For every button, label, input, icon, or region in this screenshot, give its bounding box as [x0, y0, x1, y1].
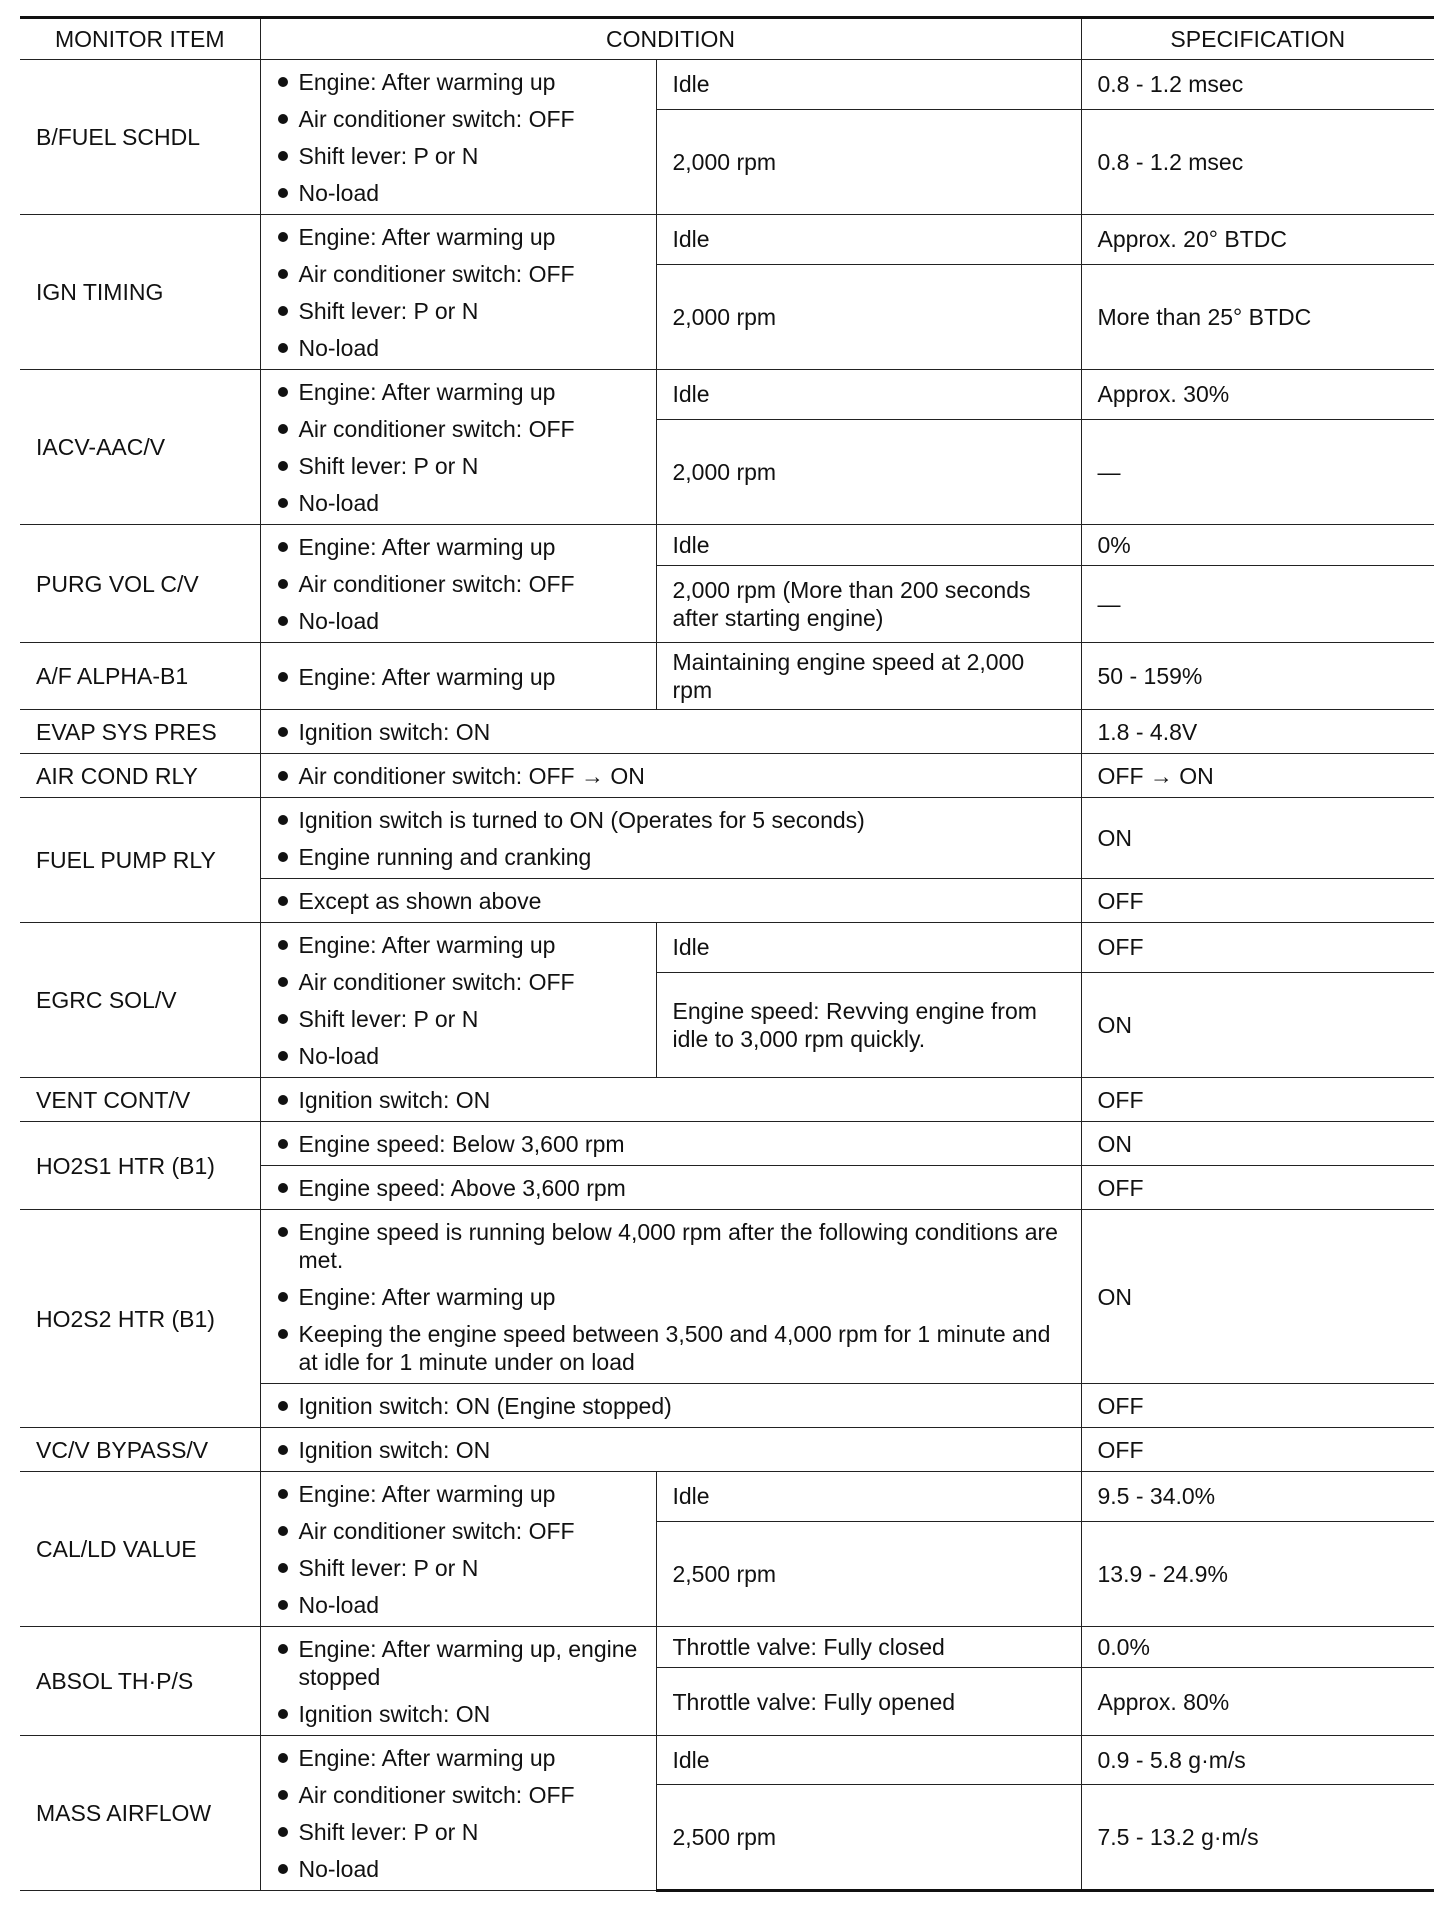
specification: 0.9 - 5.8 g·m/s: [1081, 1736, 1434, 1785]
condition-list: [277, 806, 1065, 871]
condition-bullet: Engine: After warming up: [277, 663, 640, 691]
sub-condition: Engine speed: Revving engine from idle to 3,000 rpm quickly.: [656, 972, 1081, 1077]
condition-cell: [260, 798, 1081, 879]
condition-list: [277, 533, 640, 635]
condition-cell: [260, 1472, 656, 1627]
condition-list: [277, 718, 1065, 746]
specification: OFF → ON: [1081, 754, 1434, 798]
condition-bullet: Air conditioner switch: OFF: [277, 1517, 640, 1545]
condition-bullet: Shift lever: P or N: [277, 297, 640, 325]
condition-cell: [260, 60, 656, 215]
monitor-item: HO2S2 HTR (B1): [20, 1210, 260, 1428]
monitor-item: IACV-AAC/V: [20, 370, 260, 525]
condition-cell: [260, 710, 1081, 754]
condition-bullet: Air conditioner switch: OFF: [277, 105, 640, 133]
condition-bullet: Ignition switch: ON: [277, 718, 1065, 746]
monitor-item: VENT CONT/V: [20, 1078, 260, 1122]
condition-bullet: Engine: After warming up, engine stopped: [277, 1635, 640, 1691]
specification: 9.5 - 34.0%: [1081, 1472, 1434, 1522]
sub-condition: Idle: [656, 215, 1081, 265]
monitor-item: EVAP SYS PRES: [20, 710, 260, 754]
sub-condition: Idle: [656, 1736, 1081, 1785]
condition-bullet: Ignition switch is turned to ON (Operates for 5 seconds): [277, 806, 1065, 834]
sub-condition: Idle: [656, 60, 1081, 110]
monitor-item: PURG VOL C/V: [20, 525, 260, 643]
condition-bullet: Engine: After warming up: [277, 533, 640, 561]
condition-cell: [260, 1736, 656, 1891]
condition-list: [277, 762, 1065, 790]
monitor-item: HO2S1 HTR (B1): [20, 1122, 260, 1210]
condition-list: [277, 68, 640, 207]
condition-list: [277, 887, 1065, 915]
condition-cell: [260, 1428, 1081, 1472]
specification: ON: [1081, 798, 1434, 879]
specification: 50 - 159%: [1081, 643, 1434, 710]
condition-cell: [260, 1122, 1081, 1166]
specification: ON: [1081, 972, 1434, 1077]
condition-bullet: Engine: After warming up: [277, 68, 640, 96]
condition-bullet: Keeping the engine speed between 3,500 and 4,000 rpm for 1 minute and at idle for 1 minute under on load: [277, 1320, 1065, 1376]
specification: Approx. 30%: [1081, 370, 1434, 420]
monitor-item: FUEL PUMP RLY: [20, 798, 260, 923]
specification: OFF: [1081, 879, 1434, 923]
condition-bullet: Air conditioner switch: OFF: [277, 415, 640, 443]
condition-bullet: Engine: After warming up: [277, 1744, 640, 1772]
condition-bullet: No-load: [277, 489, 640, 517]
monitor-item: IGN TIMING: [20, 215, 260, 370]
condition-bullet: Engine: After warming up: [277, 223, 640, 251]
specification: 0.8 - 1.2 msec: [1081, 60, 1434, 110]
header-condition: CONDITION: [260, 18, 1081, 60]
condition-bullet: Ignition switch: ON: [277, 1086, 1065, 1114]
specification: —: [1081, 566, 1434, 643]
specification: 1.8 - 4.8V: [1081, 710, 1434, 754]
specification: OFF: [1081, 923, 1434, 973]
condition-bullet: No-load: [277, 1042, 640, 1070]
condition-bullet: Air conditioner switch: OFF: [277, 570, 640, 598]
condition-list: [277, 1744, 640, 1883]
condition-list: [277, 1086, 1065, 1114]
condition-list: [277, 1480, 640, 1619]
sub-condition: Throttle valve: Fully closed: [656, 1627, 1081, 1668]
condition-bullet: Ignition switch: ON: [277, 1700, 640, 1728]
specification: OFF: [1081, 1428, 1434, 1472]
monitor-item: MASS AIRFLOW: [20, 1736, 260, 1891]
specification: ON: [1081, 1122, 1434, 1166]
specification: 13.9 - 24.9%: [1081, 1521, 1434, 1626]
table-row: [20, 798, 1434, 879]
condition-cell: [260, 754, 1081, 798]
condition-bullet: Engine: After warming up: [277, 378, 640, 406]
condition-bullet: Engine: After warming up: [277, 931, 640, 959]
specification: 7.5 - 13.2 g·m/s: [1081, 1785, 1434, 1891]
specification: OFF: [1081, 1078, 1434, 1122]
condition-bullet: Shift lever: P or N: [277, 1554, 640, 1582]
condition-bullet: Engine speed is running below 4,000 rpm after the following conditions are met.: [277, 1218, 1065, 1274]
specification: Approx. 80%: [1081, 1668, 1434, 1736]
monitor-item: A/F ALPHA-B1: [20, 643, 260, 710]
condition-list: [277, 1436, 1065, 1464]
condition-cell: [260, 525, 656, 643]
table-row: [20, 1736, 1434, 1785]
specification: 0%: [1081, 525, 1434, 566]
condition-cell: [260, 1078, 1081, 1122]
specification: 0.0%: [1081, 1627, 1434, 1668]
table-row: [20, 60, 1434, 110]
table-row: [20, 710, 1434, 754]
table-row: [20, 1428, 1434, 1472]
condition-list: [277, 1130, 1065, 1158]
monitor-item: B/FUEL SCHDL: [20, 60, 260, 215]
condition-cell: [260, 879, 1081, 923]
condition-bullet: Air conditioner switch: OFF: [277, 1781, 640, 1809]
condition-bullet: No-load: [277, 334, 640, 362]
specification: OFF: [1081, 1384, 1434, 1428]
specification: OFF: [1081, 1166, 1434, 1210]
sub-condition: 2,500 rpm: [656, 1521, 1081, 1626]
condition-cell: [260, 923, 656, 1078]
sub-condition: Idle: [656, 1472, 1081, 1522]
condition-cell: [260, 215, 656, 370]
condition-cell: [260, 1210, 1081, 1384]
condition-list: [277, 1218, 1065, 1376]
specification: 0.8 - 1.2 msec: [1081, 109, 1434, 214]
condition-bullet: No-load: [277, 607, 640, 635]
condition-cell: [260, 1166, 1081, 1210]
monitor-item: EGRC SOL/V: [20, 923, 260, 1078]
condition-bullet: Ignition switch: ON: [277, 1436, 1065, 1464]
condition-bullet: Engine speed: Above 3,600 rpm: [277, 1174, 1065, 1202]
condition-list: [277, 378, 640, 517]
sub-condition: Maintaining engine speed at 2,000 rpm: [656, 643, 1081, 710]
condition-bullet: Ignition switch: ON (Engine stopped): [277, 1392, 1065, 1420]
sub-condition: 2,000 rpm: [656, 419, 1081, 524]
condition-list: [277, 931, 640, 1070]
table-row: [20, 754, 1434, 798]
sub-condition: Idle: [656, 525, 1081, 566]
table-row: [20, 1122, 1434, 1166]
header-monitor-item: MONITOR ITEM: [20, 18, 260, 60]
header-specification: SPECIFICATION: [1081, 18, 1434, 60]
condition-list: [277, 1174, 1065, 1202]
table-row: [20, 370, 1434, 420]
table-row: [20, 923, 1434, 973]
header-row: [20, 18, 1434, 60]
condition-cell: [260, 643, 656, 710]
condition-bullet: Engine: After warming up: [277, 1480, 640, 1508]
specification: ON: [1081, 1210, 1434, 1384]
sub-condition: 2,000 rpm (More than 200 seconds after starting engine): [656, 566, 1081, 643]
condition-list: [277, 1392, 1065, 1420]
condition-list: [277, 223, 640, 362]
condition-cell: [260, 370, 656, 525]
condition-list: [277, 663, 640, 691]
table-row: [20, 525, 1434, 566]
sub-condition: 2,000 rpm: [656, 264, 1081, 369]
condition-cell: [260, 1627, 656, 1736]
table-row: [20, 643, 1434, 710]
condition-cell: [260, 1384, 1081, 1428]
table-row: [20, 1472, 1434, 1522]
table-row: [20, 1078, 1434, 1122]
condition-bullet: Engine running and cranking: [277, 843, 1065, 871]
condition-bullet: No-load: [277, 1591, 640, 1619]
sub-condition: Throttle valve: Fully opened: [656, 1668, 1081, 1736]
condition-bullet: Air conditioner switch: OFF: [277, 260, 640, 288]
condition-bullet: Air conditioner switch: OFF: [277, 968, 640, 996]
monitor-item: ABSOL TH·P/S: [20, 1627, 260, 1736]
sub-condition: 2,500 rpm: [656, 1785, 1081, 1891]
condition-bullet: Engine: After warming up: [277, 1283, 1065, 1311]
specification: —: [1081, 419, 1434, 524]
condition-bullet: Except as shown above: [277, 887, 1065, 915]
sub-condition: 2,000 rpm: [656, 109, 1081, 214]
condition-bullet: Shift lever: P or N: [277, 452, 640, 480]
sub-condition: Idle: [656, 923, 1081, 973]
monitor-item: VC/V BYPASS/V: [20, 1428, 260, 1472]
sub-condition: Idle: [656, 370, 1081, 420]
table-row: [20, 1210, 1434, 1384]
condition-bullet: No-load: [277, 1855, 640, 1883]
condition-bullet: Shift lever: P or N: [277, 1005, 640, 1033]
condition-bullet: No-load: [277, 179, 640, 207]
condition-bullet: Shift lever: P or N: [277, 1818, 640, 1846]
monitor-spec-table: [20, 16, 1434, 1892]
table-row: [20, 1627, 1434, 1668]
specification: More than 25° BTDC: [1081, 264, 1434, 369]
table-row: [20, 215, 1434, 265]
condition-bullet: Engine speed: Below 3,600 rpm: [277, 1130, 1065, 1158]
monitor-item: AIR COND RLY: [20, 754, 260, 798]
condition-bullet: Air conditioner switch: OFF → ON: [277, 762, 1065, 790]
specification: Approx. 20° BTDC: [1081, 215, 1434, 265]
condition-bullet: Shift lever: P or N: [277, 142, 640, 170]
monitor-item: CAL/LD VALUE: [20, 1472, 260, 1627]
condition-list: [277, 1635, 640, 1728]
